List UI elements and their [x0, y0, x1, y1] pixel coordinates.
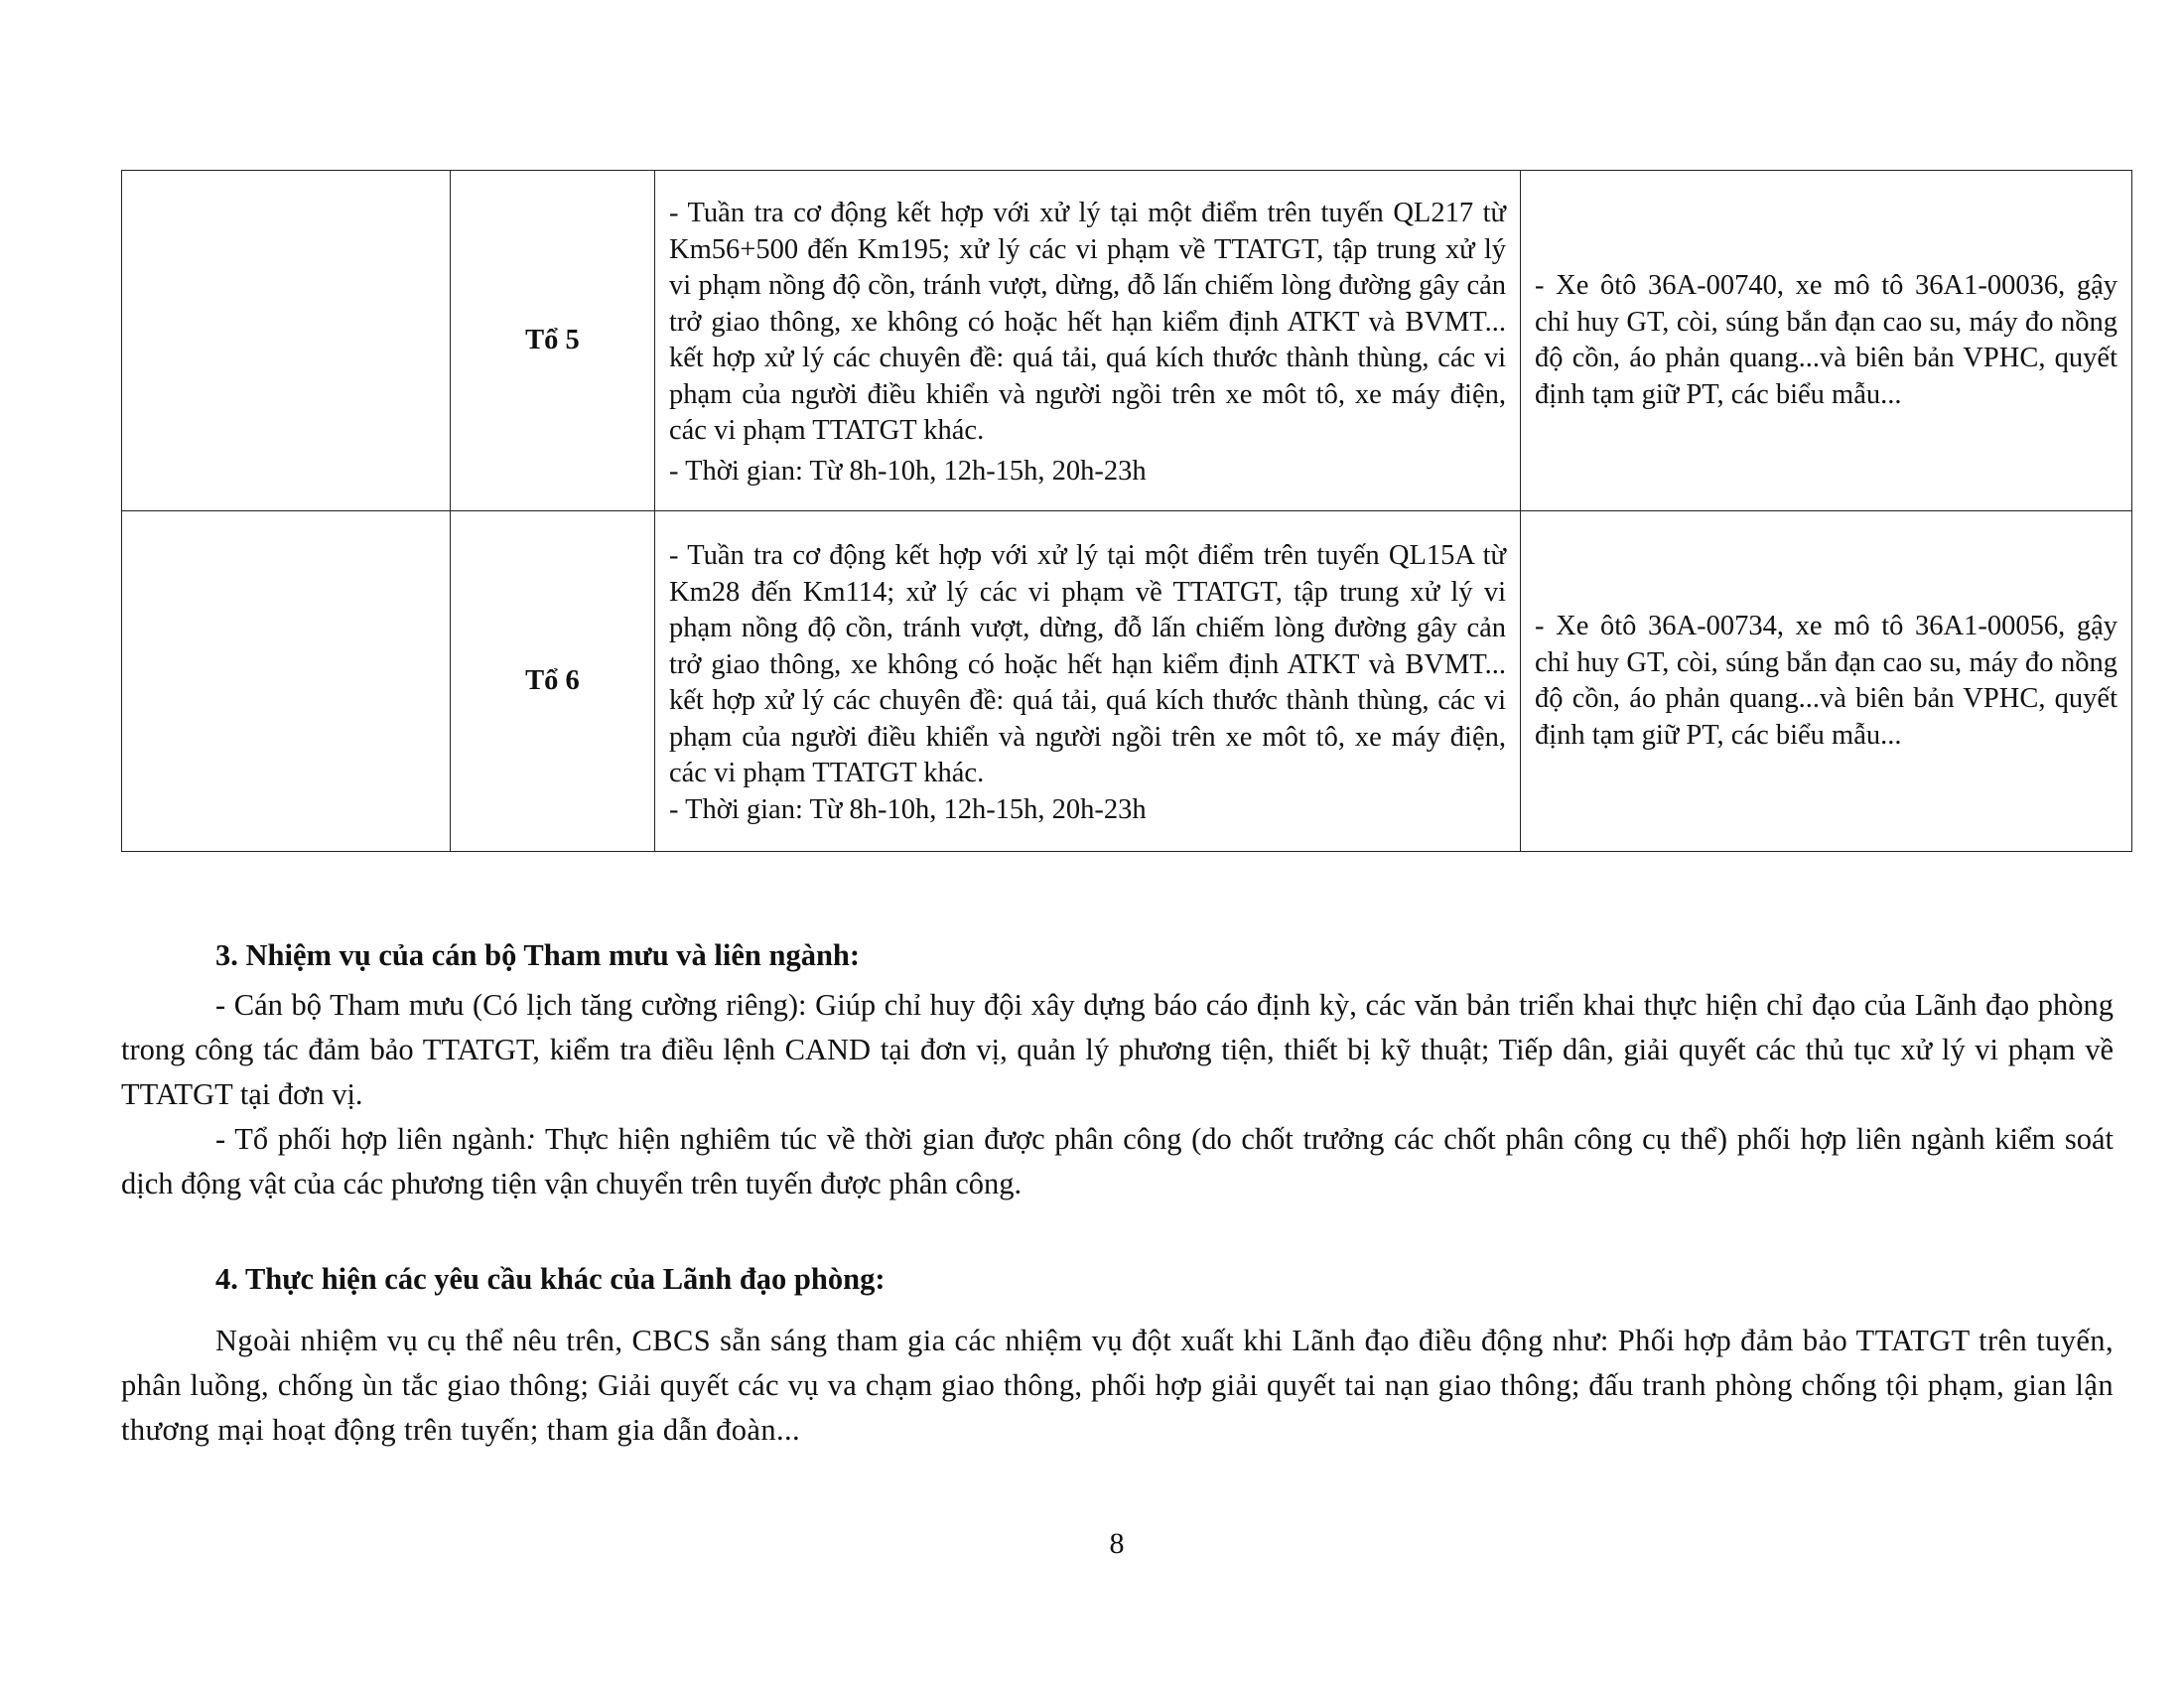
task-time: - Thời gian: Từ 8h-10h, 12h-15h, 20h-23h — [669, 793, 1147, 825]
section4-body — [121, 1319, 2114, 1453]
section3-heading: 3. Nhiệm vụ của cán bộ Tham mưu và liên ngành: — [215, 938, 861, 972]
task-line: - Tuần tra cơ động kết hợp với xử lý tại một điểm trên tuyến QL217 từ Km56+500 đến Km195; xử lý các vi phạm về TTATGT, tập trung xử lý vi phạm nồng độ cồn, tránh vượt, dừng, đỗ lấn chiếm lòng đường gây cản trở giao thông, xe không có hoặc hết hạn kiểm định ATKT và BVMT... kết hợp xử lý các chuyên đề: quá tải, quá kích thước thành thùng, các vi phạm của người điều khiển và người ngồi trên xe môt tô, xe máy điện, các vi phạm TTATGT khác. — [669, 198, 1506, 446]
section4-paragraph: Ngoài nhiệm vụ cụ thể nêu trên, CBCS sẵn sáng tham gia các nhiệm vụ đột xuất khi Lãnh đạo điều động như: Phối hợp đảm bảo TTATGT trên tuyến, phân luồng, chống ùn tắc giao thông; Giải quyết các vụ va chạm giao thông, phối hợp giải quyết tai nạn giao thông; đấu tranh phòng chống tội phạm, gian lận thương mại hoạt động trên tuyến; tham gia dẫn đoàn... — [121, 1324, 2114, 1447]
empty-cell — [122, 171, 451, 511]
interagency-lead: - Tổ phối hợp liên ngành — [215, 1122, 526, 1156]
section3-body — [121, 983, 2114, 1206]
table-row — [122, 171, 2132, 511]
task-time: - Thời gian: Từ 8h-10h, 12h-15h, 20h-23h — [669, 455, 1147, 487]
page-number: 8 — [1109, 1527, 1125, 1560]
team-name: Tổ 6 — [451, 511, 655, 852]
task-description — [655, 171, 1521, 511]
section3-paragraph-staff: - Cán bộ Tham mưu (Có lịch tăng cường riêng): Giúp chỉ huy đội xây dựng báo cáo định kỳ, các văn bản triển khai thực hiện chỉ đạo của Lãnh đạo phòng trong công tác đảm bảo TTATGT, kiểm tra điều lệnh CAND tại đơn vị, quản lý phương tiện, thiết bị kỹ thuật; Tiếp dân, giải quyết các thủ tục xử lý vi phạm về TTATGT tại đơn vị. — [121, 988, 2114, 1111]
interagency-text: Thực hiện nghiêm túc về thời gian được phân công (do chốt trưởng các chốt phân công cụ thể) phối hợp liên ngành kiểm soát dịch động vật của các phương tiện vận chuyển trên tuyến được phân công. — [121, 1122, 2114, 1200]
team-name: Tổ 5 — [451, 171, 655, 511]
patrol-schedule-table — [121, 170, 2132, 852]
empty-cell — [122, 511, 451, 852]
task-line: - Tuần tra cơ động kết hợp với xử lý tại một điểm trên tuyến QL15A từ Km28 đến Km114; xử lý các vi phạm về TTATGT, tập trung xử lý vi phạm nồng độ cồn, tránh vượt, dừng, đỗ lấn chiếm lòng đường gây cản trở giao thông, xe không có hoặc hết hạn kiểm định ATKT và BVMT... kết hợp xử lý các chuyên đề: quá tải, quá kích thước thành thùng, các vi phạm của người điều khiển và người ngồi trên xe môt tô, xe máy điện, các vi phạm TTATGT khác. — [669, 540, 1506, 788]
section3-paragraph-interagency — [121, 1117, 2114, 1206]
section4-heading: 4. Thực hiện các yêu cầu khác của Lãnh đạo phòng: — [215, 1262, 886, 1296]
equipment-description: - Xe ôtô 36A-00734, xe mô tô 36A1-00056, gậy chỉ huy GT, còi, súng bắn đạn cao su, máy đo nồng độ cồn, áo phản quang...và biên bản VPHC, quyết định tạm giữ PT, các biểu mẫu... — [1521, 511, 2132, 852]
interagency-colon: : — [525, 1122, 536, 1156]
table-row — [122, 511, 2132, 852]
task-description — [655, 511, 1521, 852]
equipment-description: - Xe ôtô 36A-00740, xe mô tô 36A1-00036, gậy chỉ huy GT, còi, súng bắn đạn cao su, máy đo nồng độ cồn, áo phản quang...và biên bản VPHC, quyết định tạm giữ PT, các biểu mẫu... — [1521, 171, 2132, 511]
